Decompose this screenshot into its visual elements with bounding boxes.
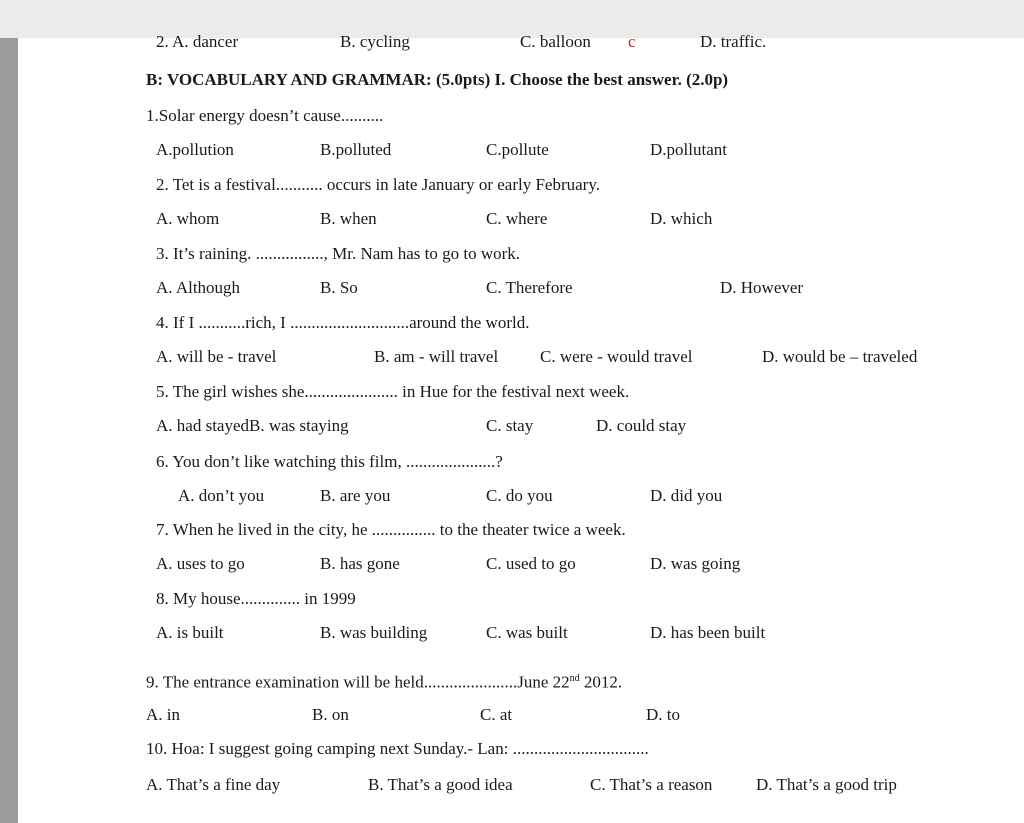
q6-option-d: D. did you bbox=[650, 486, 723, 505]
q4-option-b: B. am - will travel bbox=[374, 347, 499, 366]
q3-option-c: C. Therefore bbox=[486, 278, 573, 297]
q10-option-c: C. That’s a reason bbox=[590, 775, 713, 794]
q3-option-d: D. However bbox=[720, 278, 804, 297]
q2-option-a: A. whom bbox=[156, 209, 220, 228]
q5-option-ab: A. had stayedB. was staying bbox=[156, 416, 349, 435]
q7-option-b: B. has gone bbox=[320, 554, 400, 573]
q8-option-a: A. is built bbox=[156, 623, 224, 642]
q9-option-c: C. at bbox=[480, 705, 513, 724]
q5-option-d: D. could stay bbox=[596, 416, 687, 435]
q6-option-a: A. don’t you bbox=[178, 486, 265, 505]
question-8: 8. My house.............. in 1999 bbox=[156, 589, 356, 608]
question-6: 6. You don’t like watching this film, .....................? bbox=[156, 452, 503, 471]
q6-option-c: C. do you bbox=[486, 486, 553, 505]
q10-option-b: B. That’s a good idea bbox=[368, 775, 513, 794]
question-10: 10. Hoa: I suggest going camping next Sunday.- Lan: ................................ bbox=[146, 739, 649, 758]
question-7: 7. When he lived in the city, he ............... to the theater twice a week. bbox=[156, 520, 626, 539]
q7-option-a: A. uses to go bbox=[156, 554, 245, 573]
question-5: 5. The girl wishes she...................... in Hue for the festival next week. bbox=[156, 382, 630, 401]
q5-option-c: C. stay bbox=[486, 416, 534, 435]
cut-option-a: 2. A. dancer bbox=[156, 32, 239, 51]
cut-option-b: B. cycling bbox=[340, 32, 410, 51]
q8-option-c: C. was built bbox=[486, 623, 568, 642]
viewer-toolbar bbox=[0, 0, 1024, 39]
viewer-side-margin bbox=[0, 38, 18, 823]
q7-option-c: C. used to go bbox=[486, 554, 576, 573]
q10-option-a: A. That’s a fine day bbox=[146, 775, 281, 794]
q9-option-d: D. to bbox=[646, 705, 680, 724]
cut-option-c: C. balloon bbox=[520, 32, 591, 51]
q8-option-d: D. has been built bbox=[650, 623, 766, 642]
question-4: 4. If I ...........rich, I ............................around the world. bbox=[156, 313, 530, 332]
q1-option-b: B.polluted bbox=[320, 140, 392, 159]
q10-option-d: D. That’s a good trip bbox=[756, 775, 897, 794]
question-2: 2. Tet is a festival........... occurs in late January or early February. bbox=[156, 175, 600, 194]
q7-option-d: D. was going bbox=[650, 554, 741, 573]
q9-option-a: A. in bbox=[146, 705, 180, 724]
question-1: 1.Solar energy doesn’t cause.......... bbox=[146, 106, 384, 125]
cut-option-d: D. traffic. bbox=[700, 32, 767, 51]
q9-option-b: B. on bbox=[312, 705, 349, 724]
q1-option-c: C.pollute bbox=[486, 140, 549, 159]
question-3: 3. It’s raining. ................, Mr. Nam has to go to work. bbox=[156, 244, 521, 263]
q3-option-a: A. Although bbox=[156, 278, 241, 297]
document-page bbox=[18, 32, 1024, 823]
superscript-nd: nd bbox=[569, 673, 580, 684]
q4-option-d: D. would be – traveled bbox=[762, 347, 918, 366]
q2-option-b: B. when bbox=[320, 209, 377, 228]
q4-option-c: C. were - would travel bbox=[540, 347, 693, 366]
q2-option-c: C. where bbox=[486, 209, 548, 228]
q1-option-a: A.pollution bbox=[156, 140, 234, 159]
question-9: 9. The entrance examination will be held......................June 22nd 2012. bbox=[146, 672, 623, 692]
q8-option-b: B. was building bbox=[320, 623, 428, 642]
q3-option-b: B. So bbox=[320, 278, 358, 297]
q6-option-b: B. are you bbox=[320, 486, 391, 505]
q4-option-a: A. will be - travel bbox=[156, 347, 277, 366]
q2-option-d: D. which bbox=[650, 209, 713, 228]
cut-red-mark: c bbox=[628, 32, 636, 51]
q1-option-d: D.pollutant bbox=[650, 140, 727, 159]
section-header: B: VOCABULARY AND GRAMMAR: (5.0pts) I. Choose the best answer. (2.0p) bbox=[146, 70, 729, 89]
